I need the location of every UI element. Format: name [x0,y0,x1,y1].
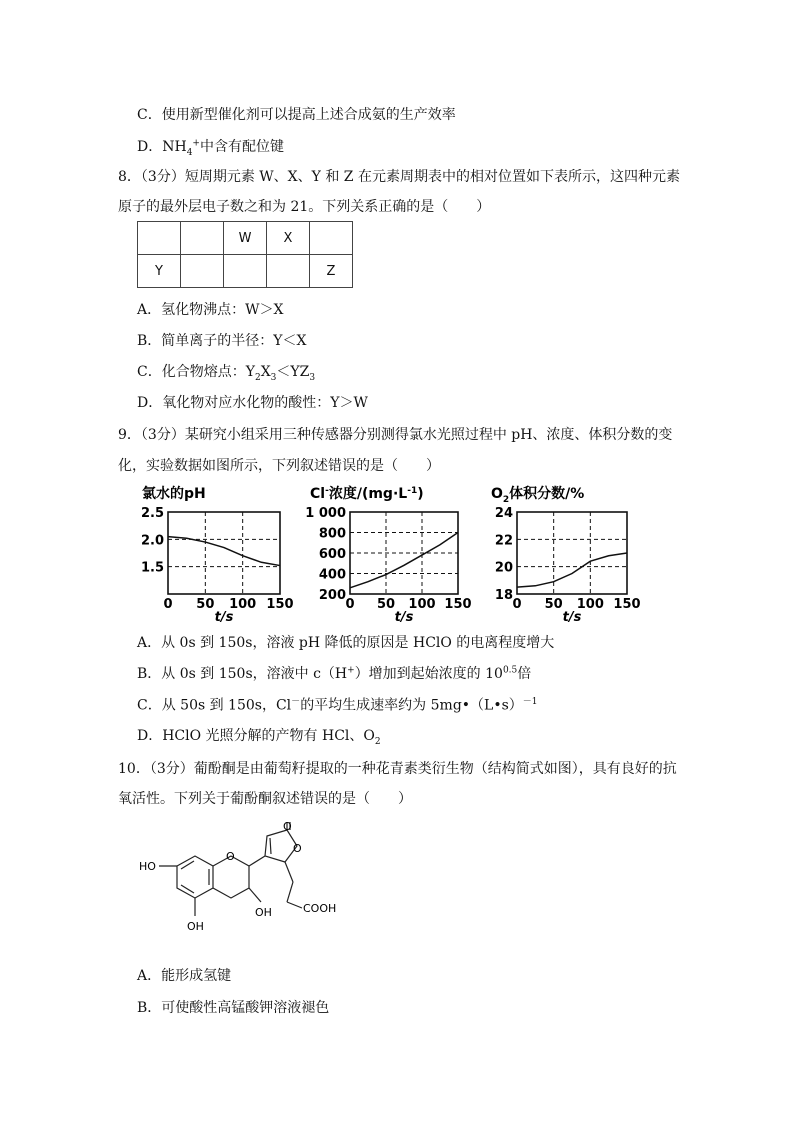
plot-frame [517,512,627,594]
mol-label-carbonyl-o: O [283,822,292,833]
mol-label-oh-bottom: OH [187,920,204,933]
chart-title: Cl-浓度$/(mg\cdot L^{-1})$ [310,486,424,502]
x-tick-label: 0 [163,597,173,612]
y-tick-label: 20 [494,560,513,576]
mol-label-lactone-o: O [293,842,302,855]
chart-chloride [306,482,476,626]
table-cell [267,255,310,288]
chart-oxygen-svg [487,482,647,622]
data-series-line [350,533,458,588]
table-row [138,255,353,288]
q7-option-c: C．使用新型催化剂可以提高上述合成氨的生产效率 [137,107,456,123]
table-cell: Z [310,255,353,288]
y-tick-label: 2.5 [140,506,164,521]
q9-option-a: A．从 0s 到 150s，溶液 pH 降低的原因是 HClO 的电离程度增大 [137,635,555,651]
table-cell: Y [138,255,181,288]
mol-label-cooh: COOH [303,902,337,915]
q10-option-b: B．可使酸性高锰酸钾溶液褪色 [137,1000,330,1016]
q8-option-c: C．化合物熔点：$Y_2X_3<YZ_3$ [137,364,316,383]
q9-option-b: B．从 0s 到 150s，溶液中 c（H+）增加到起始浓度的 $10^{0.5}$倍 [137,665,532,682]
x-tick-label: 50 [376,597,396,612]
q8-stem-line1: 8．（3分）短周期元素 W、X、Y 和 Z 在元素周期表中的相对位置如下表所示，这四种元素 [118,169,680,185]
x-axis-label: t/s [214,610,234,622]
y-tick-label: 1.5 [140,560,164,576]
table-cell [310,222,353,255]
mol-label-ho: HO [139,860,156,873]
x-tick-label: 0 [512,597,522,612]
x-tick-label: 150 [266,597,294,612]
table-cell [224,255,267,288]
table-cell: X [267,222,310,255]
y-tick-label: 600 [318,547,346,562]
y-tick-label: 22 [494,533,513,549]
y-tick-label: 18 [494,588,513,603]
q7-option-d: D．$NH_4^+$中含有配位键 [137,138,284,158]
q10-stem-line2: 氧活性。下列关于葡酚酮叙述错误的是（ ） [118,791,412,807]
x-axis-label: t/s [394,610,414,622]
chart-ph [138,482,298,626]
table-cell [181,222,224,255]
table-cell [181,255,224,288]
q9-option-c: C．从 50s 到 150s，Cl－的平均生成速率约为 5mg•（L•s）$^{-1}$ [137,697,538,714]
y-tick-label: 1 000 [306,506,346,521]
q8-option-d: D．氧化物对应水化物的酸性：Y＞W [137,395,368,411]
table-row [138,222,353,255]
data-series-line [517,553,627,587]
periodic-table-fragment [137,221,353,288]
table-cell [138,222,181,255]
y-tick-label: 24 [494,506,513,521]
q9-stem-line1: 9．（3分）某研究小组采用三种传感器分别测得氯水光照过程中 pH、浓度、体积分数的变 [118,427,673,443]
q8-option-a: A．氢化物沸点：W＞X [137,302,284,318]
x-tick-label: 50 [196,597,215,612]
mol-label-ring-o: O [226,850,235,863]
chart-chloride-svg [306,482,476,622]
molecule-bonds [159,822,302,916]
q10-option-a: A．能形成氢键 [137,968,232,984]
chart-oxygen [487,482,647,626]
x-tick-label: 100 [229,597,257,612]
x-axis-label: t/s [562,610,582,622]
x-tick-label: 150 [613,597,641,612]
chart-ph-svg [138,482,298,622]
y-tick-label: 400 [318,567,346,583]
x-tick-label: 100 [576,597,604,612]
data-series-line [168,537,280,566]
x-tick-label: 150 [444,597,472,612]
q8-stem-line2: 原子的最外层电子数之和为 21。下列关系正确的是（ ） [118,199,491,215]
chart-title: $O_2$体积分数/% [491,486,585,505]
q8-option-b: B．简单离子的半径：Y＜X [137,333,307,349]
grape-polyphenol-structure [137,822,367,947]
y-tick-label: 2.0 [140,533,164,549]
y-tick-label: 200 [318,588,346,603]
table-cell: W [224,222,267,255]
x-tick-label: 50 [544,597,563,612]
x-tick-label: 100 [408,597,436,612]
chart-title: 氯水的pH [142,486,206,502]
x-tick-label: 0 [345,597,355,612]
plot-frame [168,512,280,594]
q9-option-d: D．HClO 光照分解的产物有 HCl、$O_2$ [137,728,381,747]
mol-label-oh-ring: OH [255,906,272,919]
q9-stem-line2: 化，实验数据如图所示，下列叙述错误的是（ ） [118,458,440,474]
q10-stem-line1: 10．（3分）葡酚酮是由葡萄籽提取的一种花青素类衍生物（结构简式如图），具有良好的抗 [118,761,677,777]
y-tick-label: 800 [318,526,346,542]
